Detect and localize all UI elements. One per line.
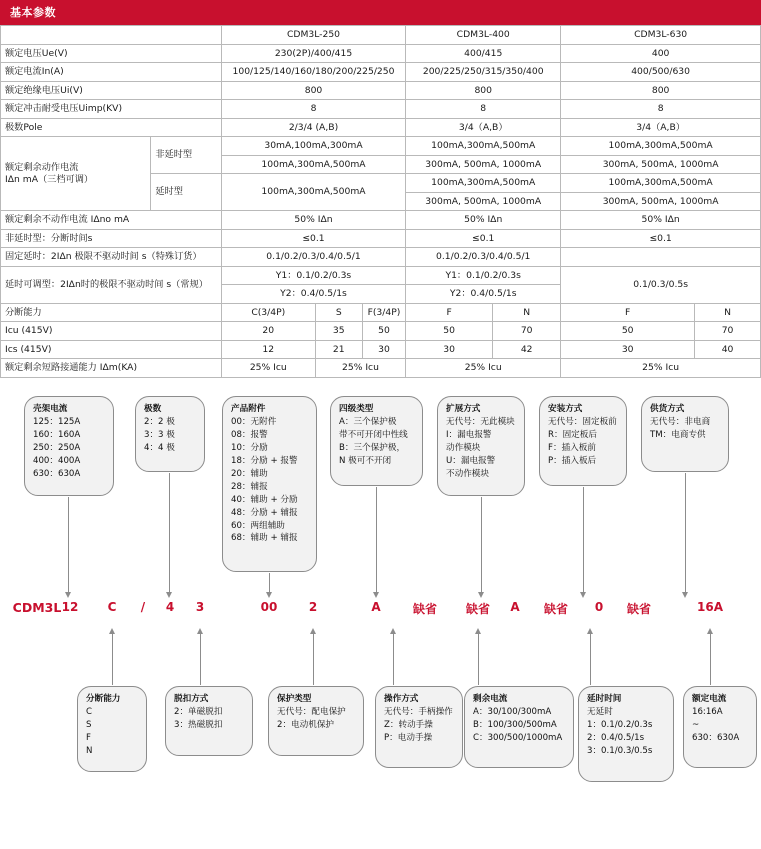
- box-line: F：插入板前: [548, 443, 596, 454]
- box-line: S: [86, 720, 92, 731]
- arrow-mounting-type: [583, 487, 584, 593]
- legend-box-supply-mode: [641, 396, 729, 472]
- box-title: 四级类型: [339, 403, 374, 414]
- cell-value: 800: [406, 81, 561, 100]
- legend-box-trip-mode: [165, 686, 253, 756]
- cell-value: Y2：0.4/0.5/1s: [221, 285, 405, 304]
- header-cdm3l-250: CDM3L-250: [221, 26, 405, 45]
- box-line: U：漏电报警: [446, 456, 496, 467]
- box-line: ~: [692, 720, 700, 731]
- box-title: 保护类型: [277, 693, 312, 704]
- box-line: 18：分励 + 报警: [231, 456, 298, 467]
- section-title-bar: [0, 0, 761, 25]
- breaking-type: F(3/4P): [362, 303, 405, 322]
- row-label: 非延时型：分断时间s: [1, 229, 222, 248]
- box-title: 产品附件: [231, 403, 266, 414]
- box-line: 250：250A: [33, 443, 81, 454]
- code-segment-trip-mode: 3: [195, 599, 205, 614]
- box-line: 不动作模块: [446, 468, 489, 479]
- row-label: 极数Pole: [1, 118, 222, 137]
- code-segment-poles: 4: [165, 599, 175, 614]
- cell-value: 2/3/4 (A,B): [221, 118, 405, 137]
- code-segment-mounting-type: 0: [594, 599, 604, 614]
- row-label: 延时可调型：2IΔn时的极限不驱动时间 s（常规）: [1, 266, 222, 303]
- legend-box-operation-mode: [375, 686, 463, 768]
- box-line: 4：4 极: [144, 443, 175, 454]
- table-row: [1, 303, 761, 322]
- arrow-accessories: [269, 573, 270, 593]
- cell-value: 70: [695, 322, 761, 341]
- table-row: [1, 340, 761, 359]
- cell-value: 100/125/140/160/180/200/225/250: [221, 63, 405, 82]
- box-line: B：100/300/500mA: [473, 720, 557, 731]
- legend-box-extension-mode: [437, 396, 525, 496]
- box-line: 动作模块: [446, 443, 481, 454]
- box-line: A：30/100/300mA: [473, 707, 552, 718]
- cell-value: ≤0.1: [221, 229, 405, 248]
- cell-value: 100mA,300mA,500mA: [406, 137, 561, 156]
- header-blank: [1, 26, 222, 45]
- cell-value: 50% IΔn: [561, 211, 761, 230]
- cell-value: 42: [493, 340, 561, 359]
- box-title: 极数: [144, 403, 162, 414]
- box-line: 3：3 极: [144, 430, 175, 441]
- cell-value: 200/225/250/315/350/400: [406, 63, 561, 82]
- arrow-extension-mode: [481, 497, 482, 593]
- box-line: 630：630A: [33, 468, 81, 479]
- cell-value: 70: [493, 322, 561, 341]
- page-title: 基本参数: [10, 6, 56, 19]
- code-segment-residual-current-default: 缺省: [465, 601, 490, 616]
- cell-value: 40: [695, 340, 761, 359]
- arrow-supply-mode: [685, 473, 686, 593]
- box-line: 60：两组辅助: [231, 520, 285, 531]
- cell-value: 3/4（A,B）: [561, 118, 761, 137]
- row-label: 额定剩余不动作电流 IΔno mA: [1, 211, 222, 230]
- code-segment-delay-time-default: 缺省: [543, 601, 568, 616]
- row-label: 额定冲击耐受电压Uimp(KV): [1, 100, 222, 119]
- legend-box-accessories: [222, 396, 317, 572]
- box-title: 分断能力: [86, 693, 121, 704]
- table-row: [1, 44, 761, 63]
- legend-box-four-pole-type: [330, 396, 423, 486]
- box-line: 1：0.1/0.2/0.3s: [587, 720, 653, 731]
- code-segment-four-pole-type: A: [371, 599, 381, 614]
- header-cdm3l-630: CDM3L-630: [561, 26, 761, 45]
- box-line: 40：辅助 + 分励: [231, 494, 298, 505]
- box-line: 28：辅报: [231, 481, 268, 492]
- legend-box-rated-current: [683, 686, 757, 768]
- legend-box-poles: [135, 396, 205, 472]
- cell-value: 400: [561, 44, 761, 63]
- table-header-row: [1, 26, 761, 45]
- cell-value: 100mA,300mA,500mA: [561, 174, 761, 193]
- row-label: 额定电压Ue(V): [1, 44, 222, 63]
- box-line: N 极可不开闭: [339, 456, 392, 467]
- table-row: [1, 100, 761, 119]
- legend-box-residual-current: [464, 686, 574, 768]
- box-title: 供货方式: [650, 403, 685, 414]
- box-line: P：插入板后: [548, 456, 597, 467]
- cell-value: 50% IΔn: [221, 211, 405, 230]
- box-title: 操作方式: [384, 693, 419, 704]
- box-line: P：电动手操: [384, 733, 433, 744]
- row-label: 额定电流In(A): [1, 63, 222, 82]
- arrow-trip-mode: [200, 633, 201, 685]
- code-segment-series: CDM3L: [12, 599, 62, 615]
- cell-value: 300mA, 500mA, 1000mA: [406, 192, 561, 211]
- breaking-type: S: [315, 303, 362, 322]
- box-line: C: [86, 707, 93, 718]
- box-line: 无代号：配电保护: [277, 707, 346, 718]
- sub-label-delay: 延时型: [151, 174, 221, 211]
- box-line: 2：2 极: [144, 417, 175, 428]
- cell-value: 25% Icu: [406, 359, 561, 378]
- breaking-type: F: [406, 303, 493, 322]
- cell-value: 30: [362, 340, 405, 359]
- box-line: 2：电动机保护: [277, 720, 335, 731]
- model-designation-diagram: [0, 396, 761, 841]
- cell-value: 0.1/0.2/0.3/0.4/0.5/1: [406, 248, 561, 267]
- box-line: 125：125A: [33, 417, 81, 428]
- code-segment-frame-current: 12: [61, 599, 79, 614]
- arrow-breaking-capacity: [112, 633, 113, 685]
- box-title: 脱扣方式: [174, 693, 209, 704]
- table-row: [1, 322, 761, 341]
- code-segment-accessories: 00: [260, 599, 278, 614]
- box-line: 2：0.4/0.5/1s: [587, 733, 645, 744]
- cell-value: 21: [315, 340, 362, 359]
- cell-value: Y1：0.1/0.2/0.3s: [406, 266, 561, 285]
- box-line: 2：单磁脱扣: [174, 707, 223, 718]
- table-row: [1, 137, 761, 156]
- cell-value: 20: [221, 322, 315, 341]
- legend-box-protection-type: [268, 686, 364, 756]
- cell-value: Y2：0.4/0.5/1s: [406, 285, 561, 304]
- box-title: 延时时间: [587, 693, 622, 704]
- breaking-type: C(3/4P): [221, 303, 315, 322]
- cell-value: 25% Icu: [315, 359, 405, 378]
- code-segment-slash: /: [140, 599, 146, 614]
- row-label: 额定剩余短路接通能力 IΔm(KA): [1, 359, 222, 378]
- box-title: 壳架电流: [33, 403, 68, 414]
- box-line: 630：630A: [692, 733, 740, 744]
- model-code-row: [0, 600, 761, 626]
- box-line: TM：电商专供: [650, 430, 706, 441]
- box-line: 48：分励 + 辅报: [231, 507, 298, 518]
- box-title: 安装方式: [548, 403, 583, 414]
- box-line: 带不可开闭中性线: [339, 430, 408, 441]
- box-line: F: [86, 733, 91, 744]
- table-row: [1, 248, 761, 267]
- cell-value: 300mA, 500mA, 1000mA: [406, 155, 561, 174]
- breaking-type: F: [561, 303, 695, 322]
- cell-value: 8: [221, 100, 405, 119]
- cell-value: 800: [221, 81, 405, 100]
- box-title: 额定电流: [692, 693, 727, 704]
- cell-value: 100mA,300mA,500mA: [221, 155, 405, 174]
- cell-value: 12: [221, 340, 315, 359]
- table-row: [1, 63, 761, 82]
- box-line: 08：报警: [231, 430, 268, 441]
- code-segment-extension-mode: A: [510, 599, 520, 614]
- row-label: 额定绝缘电压Ui(V): [1, 81, 222, 100]
- row-label-residual-current: [1, 137, 151, 211]
- code-segment-operation-mode: 缺省: [412, 601, 437, 616]
- cell-value: 50: [362, 322, 405, 341]
- table-row: [1, 211, 761, 230]
- legend-box-mounting-type: [539, 396, 627, 486]
- code-segment-protection-type: 2: [308, 599, 318, 614]
- cell-value: ≤0.1: [406, 229, 561, 248]
- box-line: 无代号：手柄操作: [384, 707, 453, 718]
- cell-value: 8: [406, 100, 561, 119]
- box-line: Z：转动手操: [384, 720, 433, 731]
- box-line: R：固定板后: [548, 430, 597, 441]
- cell-value: 800: [561, 81, 761, 100]
- cell-value: 100mA,300mA,500mA: [221, 174, 405, 211]
- arrow-protection-type: [313, 633, 314, 685]
- box-line: 无代号：固定板前: [548, 417, 617, 428]
- cell-value: 30mA,100mA,300mA: [221, 137, 405, 156]
- cell-value: 35: [315, 322, 362, 341]
- cell-value: 50% IΔn: [406, 211, 561, 230]
- cell-value: 50: [406, 322, 493, 341]
- arrow-poles: [169, 473, 170, 593]
- cell-value: 400/415: [406, 44, 561, 63]
- label-line-1: 额定剩余动作电流: [5, 162, 79, 173]
- breaking-type: N: [695, 303, 761, 322]
- code-segment-supply-mode: 缺省: [626, 601, 651, 616]
- table-row: [1, 81, 761, 100]
- cell-value: 100mA,300mA,500mA: [561, 137, 761, 156]
- arrow-operation-mode: [393, 633, 394, 685]
- table-row: [1, 266, 761, 285]
- specification-table: [0, 25, 761, 378]
- row-label: 固定延时：2IΔn 极限不驱动时间 s（特殊订货）: [1, 248, 222, 267]
- arrow-rated-current: [710, 633, 711, 685]
- breaking-type: N: [493, 303, 561, 322]
- row-label-breaking: 分断能力: [1, 303, 222, 322]
- cell-value: 0.1/0.3/0.5s: [561, 266, 761, 303]
- box-line: 3：热磁脱扣: [174, 720, 223, 731]
- table-row: [1, 118, 761, 137]
- box-line: A：三个保护极: [339, 417, 397, 428]
- header-cdm3l-400: CDM3L-400: [406, 26, 561, 45]
- cell-value: 30: [561, 340, 695, 359]
- arrow-delay-time: [590, 633, 591, 685]
- cell-value: 230(2P)/400/415: [221, 44, 405, 63]
- cell-value: 3/4（A,B）: [406, 118, 561, 137]
- code-segment-breaking-capacity: C: [107, 599, 117, 614]
- box-line: 无代号：非电商: [650, 417, 711, 428]
- sub-label-nondelay: 非延时型: [151, 137, 221, 174]
- cell-value: 25% Icu: [561, 359, 761, 378]
- cell-value: 300mA, 500mA, 1000mA: [561, 155, 761, 174]
- legend-box-breaking-capacity: [77, 686, 147, 772]
- box-line: 20：辅助: [231, 468, 268, 479]
- arrow-residual-current: [478, 633, 479, 685]
- cell-value: 400/500/630: [561, 63, 761, 82]
- row-label-icu: Icu (415V): [1, 322, 222, 341]
- cell-value: [561, 248, 761, 267]
- table-row: [1, 229, 761, 248]
- arrow-frame-current: [68, 497, 69, 593]
- label-line-2: IΔn mA（三档可调）: [5, 173, 94, 185]
- cell-value: Y1：0.1/0.2/0.3s: [221, 266, 405, 285]
- box-line: I：漏电报警: [446, 430, 492, 441]
- box-line: 68：辅助 + 辅报: [231, 533, 298, 544]
- box-line: C：300/500/1000mA: [473, 733, 563, 744]
- box-line: 00：无附件: [231, 417, 277, 428]
- box-line: 400：400A: [33, 456, 81, 467]
- arrow-four-pole-type: [376, 487, 377, 593]
- cell-value: 100mA,300mA,500mA: [406, 174, 561, 193]
- cell-value: 30: [406, 340, 493, 359]
- box-line: 16:16A: [692, 707, 723, 718]
- row-label-ics: Ics (415V): [1, 340, 222, 359]
- code-segment-rated-current: 16A: [697, 599, 723, 614]
- legend-box-delay-time: [578, 686, 674, 782]
- box-line: 无延时: [587, 707, 613, 718]
- box-title: 剩余电流: [473, 693, 508, 704]
- table-row: [1, 359, 761, 378]
- cell-value: ≤0.1: [561, 229, 761, 248]
- box-line: B：三个保护极，: [339, 443, 406, 454]
- box-line: 无代号：无此模块: [446, 417, 515, 428]
- box-line: 3：0.1/0.3/0.5s: [587, 746, 653, 757]
- box-line: N: [86, 746, 93, 757]
- cell-value: 50: [561, 322, 695, 341]
- box-line: 160：160A: [33, 430, 81, 441]
- box-line: 10：分励: [231, 443, 268, 454]
- box-title: 扩展方式: [446, 403, 481, 414]
- cell-value: 25% Icu: [221, 359, 315, 378]
- cell-value: 0.1/0.2/0.3/0.4/0.5/1: [221, 248, 405, 267]
- cell-value: 300mA, 500mA, 1000mA: [561, 192, 761, 211]
- cell-value: 8: [561, 100, 761, 119]
- legend-box-frame-current: [24, 396, 114, 496]
